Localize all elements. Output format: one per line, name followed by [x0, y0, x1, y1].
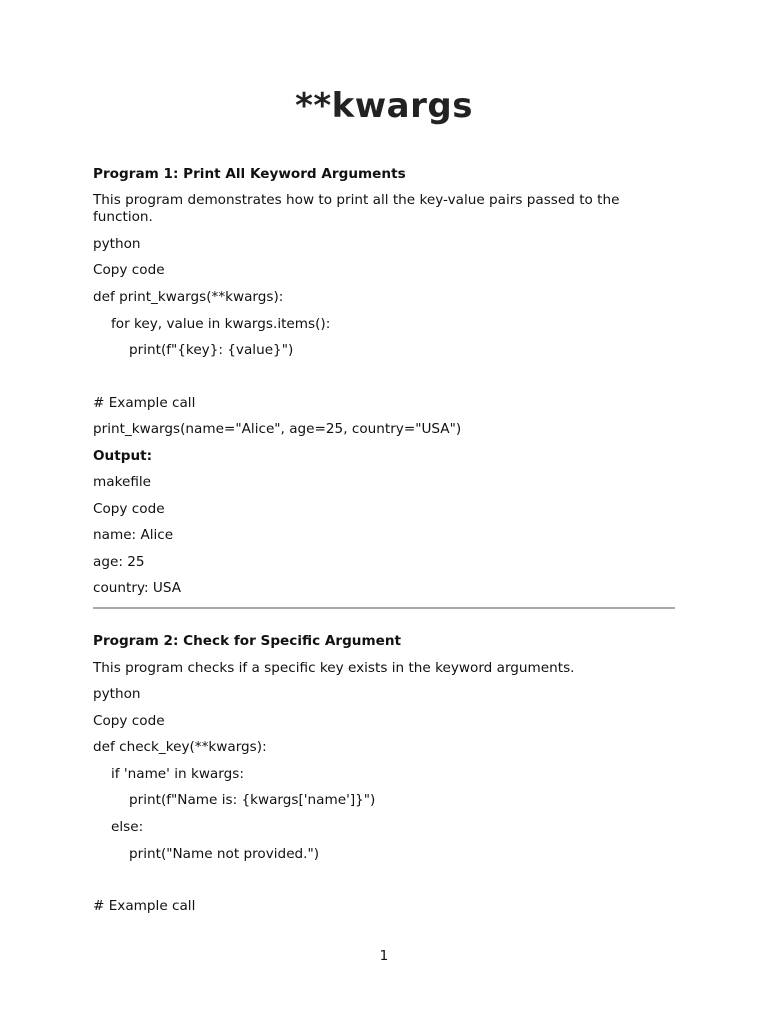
code-line: print("Name not provided.") — [129, 846, 320, 862]
program2-copy-code-button[interactable]: Copy code — [93, 713, 165, 729]
program2-code-language: python — [93, 686, 141, 702]
code-line: else: — [111, 819, 144, 835]
program1-code-language: python — [93, 236, 141, 252]
output-copy-code-button[interactable]: Copy code — [93, 501, 165, 517]
program2-description: This program checks if a specific key exists in the keyword arguments. — [93, 660, 575, 676]
code-line: # Example call — [93, 898, 196, 914]
program2-heading: Program 2: Check for Specific Argument — [93, 633, 402, 649]
output-line: name: Alice — [93, 527, 174, 543]
code-line: # Example call — [93, 395, 196, 411]
code-line: if 'name' in kwargs: — [111, 766, 244, 782]
program1-heading: Program 1: Print All Keyword Arguments — [93, 166, 406, 182]
output-line: age: 25 — [93, 554, 145, 570]
code-line: for key, value in kwargs.items(): — [111, 316, 331, 332]
program1-copy-code-button[interactable]: Copy code — [93, 262, 165, 278]
output-line: country: USA — [93, 580, 182, 596]
output-label: Output: — [93, 448, 153, 464]
code-line: def print_kwargs(**kwargs): — [93, 289, 284, 305]
section-divider — [93, 607, 675, 609]
code-line: print_kwargs(name="Alice", age=25, country="USA") — [93, 421, 462, 437]
page-number: 1 — [379, 948, 389, 964]
code-line: print(f"{key}: {value}") — [129, 342, 294, 358]
output-language: makefile — [93, 474, 152, 490]
code-line: print(f"Name is: {kwargs['name']}") — [129, 792, 376, 808]
code-line: def check_key(**kwargs): — [93, 739, 267, 755]
program1-description: This program demonstrates how to print all the key-value pairs passed to the function. — [93, 192, 620, 225]
page-title: **kwargs — [295, 86, 473, 126]
